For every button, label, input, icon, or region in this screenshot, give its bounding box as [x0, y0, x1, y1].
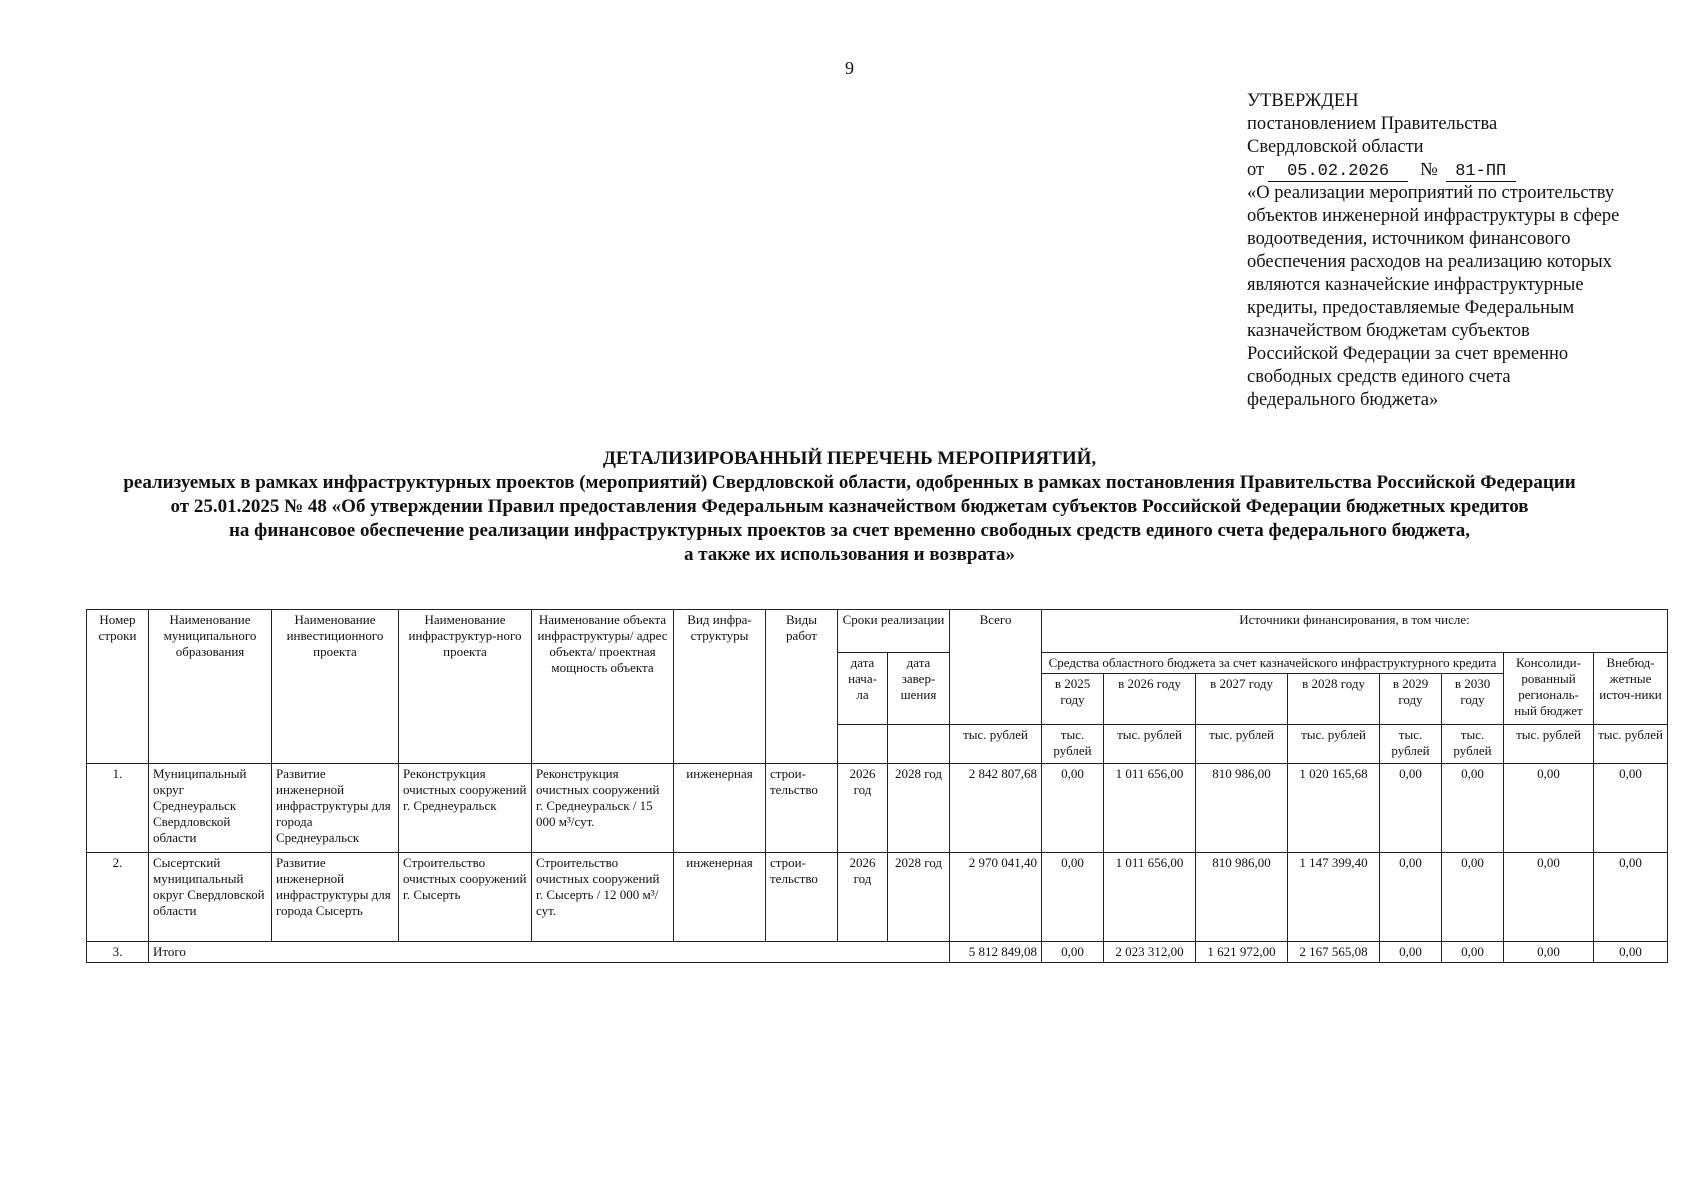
- header-investment-project: Наименование инвестиционного проекта: [272, 610, 399, 764]
- total-cell: 2 842 807,68: [950, 764, 1042, 853]
- title-line: а также их использования и возврата»: [683, 544, 1016, 565]
- year-value-cell: 0,00: [1380, 853, 1442, 942]
- work-type-cell: строи-тельство: [766, 853, 838, 942]
- total-row: [87, 942, 1668, 963]
- work-type-cell: строи-тельство: [766, 764, 838, 853]
- year-value-cell: 1 020 165,68: [1288, 764, 1380, 853]
- approval-title-line: «О реализации мероприятий по строительству: [1247, 183, 1615, 203]
- header-infra-type: Вид инфра-структуры: [674, 610, 766, 764]
- infrastructure-project-cell: Реконструкция очистных сооружений г. Среднеуральск: [399, 764, 532, 853]
- row-number: 1.: [87, 764, 149, 853]
- title-line: на финансовое обеспечение реализации инфраструктурных проектов за счет временно свободных средств единого счета федерального бюджета,: [228, 520, 1471, 541]
- header-year: в 2029 году: [1380, 674, 1442, 725]
- approval-title-line: федерального бюджета»: [1247, 390, 1439, 410]
- approval-title-line: кредиты, предоставляемые Федеральным: [1247, 298, 1575, 318]
- unit-cell: тыс. рублей: [1504, 725, 1594, 764]
- year-value-cell: 1 147 399,40: [1288, 853, 1380, 942]
- document-title: [0, 447, 1699, 567]
- header-regional-funds: Средства областного бюджета за счет казначейского инфраструктурного кредита: [1042, 653, 1504, 674]
- approval-date: 05.02.2026: [1268, 163, 1408, 182]
- year-value-cell: 0,00: [1442, 853, 1504, 942]
- investment-project-cell: Развитие инженерной инфраструктуры для города Среднеуральск: [272, 764, 399, 853]
- total-cell: 5 812 849,08: [950, 942, 1042, 963]
- unit-total: тыс. рублей: [950, 725, 1042, 764]
- extrabudget-cell: 0,00: [1594, 853, 1668, 942]
- title-line: от 25.01.2025 № 48 «Об утверждении Правил предоставления Федеральным казначейством бюджетам субъектов Российской Федерации бюджетных кредитов: [170, 496, 1529, 517]
- infra-type-cell: инженерная: [674, 764, 766, 853]
- object-cell: Строительство очистных сооружений г. Сысерть / 12 000 м³/сут.: [532, 853, 674, 942]
- investment-project-cell: Развитие инженерной инфраструктуры для города Сысерть: [272, 853, 399, 942]
- header-start: дата нача-ла: [838, 653, 888, 725]
- row-number: 3.: [87, 942, 149, 963]
- year-value-cell: 0,00: [1442, 942, 1504, 963]
- municipality-cell: Муниципальный округ Среднеуральск Свердловской области: [149, 764, 272, 853]
- title-line: ДЕТАЛИЗИРОВАННЫЙ ПЕРЕЧЕНЬ МЕРОПРИЯТИЙ,: [602, 448, 1097, 469]
- year-value-cell: 810 986,00: [1196, 764, 1288, 853]
- header-row-number: Номер строки: [87, 610, 149, 764]
- approval-title-line: объектов инженерной инфраструктуры в сфере: [1247, 206, 1620, 226]
- year-value-cell: 1 011 656,00: [1104, 853, 1196, 942]
- header-terms: Сроки реализации: [838, 610, 950, 653]
- approval-date-line: [1247, 159, 1667, 182]
- approval-title-line: являются казначейские инфраструктурные: [1247, 275, 1584, 295]
- table-row: [87, 764, 1668, 853]
- consolidated-cell: 0,00: [1504, 942, 1594, 963]
- year-value-cell: 0,00: [1042, 853, 1104, 942]
- header-object: Наименование объекта инфраструктуры/ адрес объекта/ проектная мощность объекта: [532, 610, 674, 764]
- infrastructure-project-cell: Строительство очистных сооружений г. Сысерть: [399, 853, 532, 942]
- end-cell: 2028 год: [888, 853, 950, 942]
- total-label: Итого: [149, 942, 950, 963]
- approval-title-line: свободных средств единого счета: [1247, 367, 1511, 387]
- table-row: [87, 853, 1668, 942]
- start-cell: 2026 год: [838, 853, 888, 942]
- header-year: в 2030 году: [1442, 674, 1504, 725]
- year-value-cell: 1 011 656,00: [1104, 764, 1196, 853]
- header-year: в 2028 году: [1288, 674, 1380, 725]
- year-value-cell: 2 023 312,00: [1104, 942, 1196, 963]
- header-end: дата завер-шения: [888, 653, 950, 725]
- header-year: в 2027 году: [1196, 674, 1288, 725]
- year-value-cell: 0,00: [1442, 764, 1504, 853]
- number-prefix: №: [1420, 160, 1438, 180]
- approval-title-line: Российской Федерации за счет временно: [1247, 344, 1569, 364]
- unit-cell: тыс. рублей: [1288, 725, 1380, 764]
- unit-cell: тыс. рублей: [1380, 725, 1442, 764]
- title-line: реализуемых в рамках инфраструктурных проектов (мероприятий) Свердловской области, одобренных в рамках постановления Правительства Российской Федерации: [123, 472, 1576, 493]
- year-value-cell: 0,00: [1380, 764, 1442, 853]
- consolidated-cell: 0,00: [1504, 853, 1594, 942]
- approval-line: постановлением Правительства: [1247, 114, 1498, 134]
- header-end-blank: [888, 725, 950, 764]
- approval-number: 81-ПП: [1446, 163, 1516, 182]
- infra-type-cell: инженерная: [674, 853, 766, 942]
- year-value-cell: 0,00: [1042, 764, 1104, 853]
- year-value-cell: 810 986,00: [1196, 853, 1288, 942]
- header-start-blank: [838, 725, 888, 764]
- start-cell: 2026 год: [838, 764, 888, 853]
- extrabudget-cell: 0,00: [1594, 942, 1668, 963]
- approval-title-line: казначейством бюджетам субъектов: [1247, 321, 1530, 341]
- municipality-cell: Сысертский муниципальный округ Свердловской области: [149, 853, 272, 942]
- object-cell: Реконструкция очистных сооружений г. Среднеуральск / 15 000 м³/сут.: [532, 764, 674, 853]
- header-consolidated: Консолиди-рованный региональ-ный бюджет: [1504, 653, 1594, 725]
- date-prefix: от: [1247, 160, 1265, 180]
- approval-block: [1247, 90, 1667, 412]
- header-sources: Источники финансирования, в том числе:: [1042, 610, 1668, 653]
- approval-title-line: обеспечения расходов на реализацию которых: [1247, 252, 1612, 272]
- header-year: в 2026 году: [1104, 674, 1196, 725]
- header-extrabudget: Внебюд-жетные источ-ники: [1594, 653, 1668, 725]
- events-table: [86, 609, 1668, 963]
- header-year: в 2025 году: [1042, 674, 1104, 725]
- unit-cell: тыс. рублей: [1442, 725, 1504, 764]
- year-value-cell: 0,00: [1380, 942, 1442, 963]
- header-municipality: Наименование муниципального образования: [149, 610, 272, 764]
- row-number: 2.: [87, 853, 149, 942]
- unit-cell: тыс. рублей: [1594, 725, 1668, 764]
- unit-cell: тыс. рублей: [1042, 725, 1104, 764]
- approval-title-line: водоотведения, источником финансового: [1247, 229, 1571, 249]
- approval-line: Свердловской области: [1247, 137, 1424, 157]
- end-cell: 2028 год: [888, 764, 950, 853]
- year-value-cell: 2 167 565,08: [1288, 942, 1380, 963]
- extrabudget-cell: 0,00: [1594, 764, 1668, 853]
- consolidated-cell: 0,00: [1504, 764, 1594, 853]
- total-cell: 2 970 041,40: [950, 853, 1042, 942]
- page-number: 9: [845, 58, 854, 78]
- header-work-type: Виды работ: [766, 610, 838, 764]
- year-value-cell: 1 621 972,00: [1196, 942, 1288, 963]
- approval-heading: УТВЕРЖДЕН: [1247, 91, 1359, 111]
- header-total: Всего: [950, 610, 1042, 725]
- unit-cell: тыс. рублей: [1196, 725, 1288, 764]
- header-infrastructure-project: Наименование инфраструктур-ного проекта: [399, 610, 532, 764]
- unit-cell: тыс. рублей: [1104, 725, 1196, 764]
- year-value-cell: 0,00: [1042, 942, 1104, 963]
